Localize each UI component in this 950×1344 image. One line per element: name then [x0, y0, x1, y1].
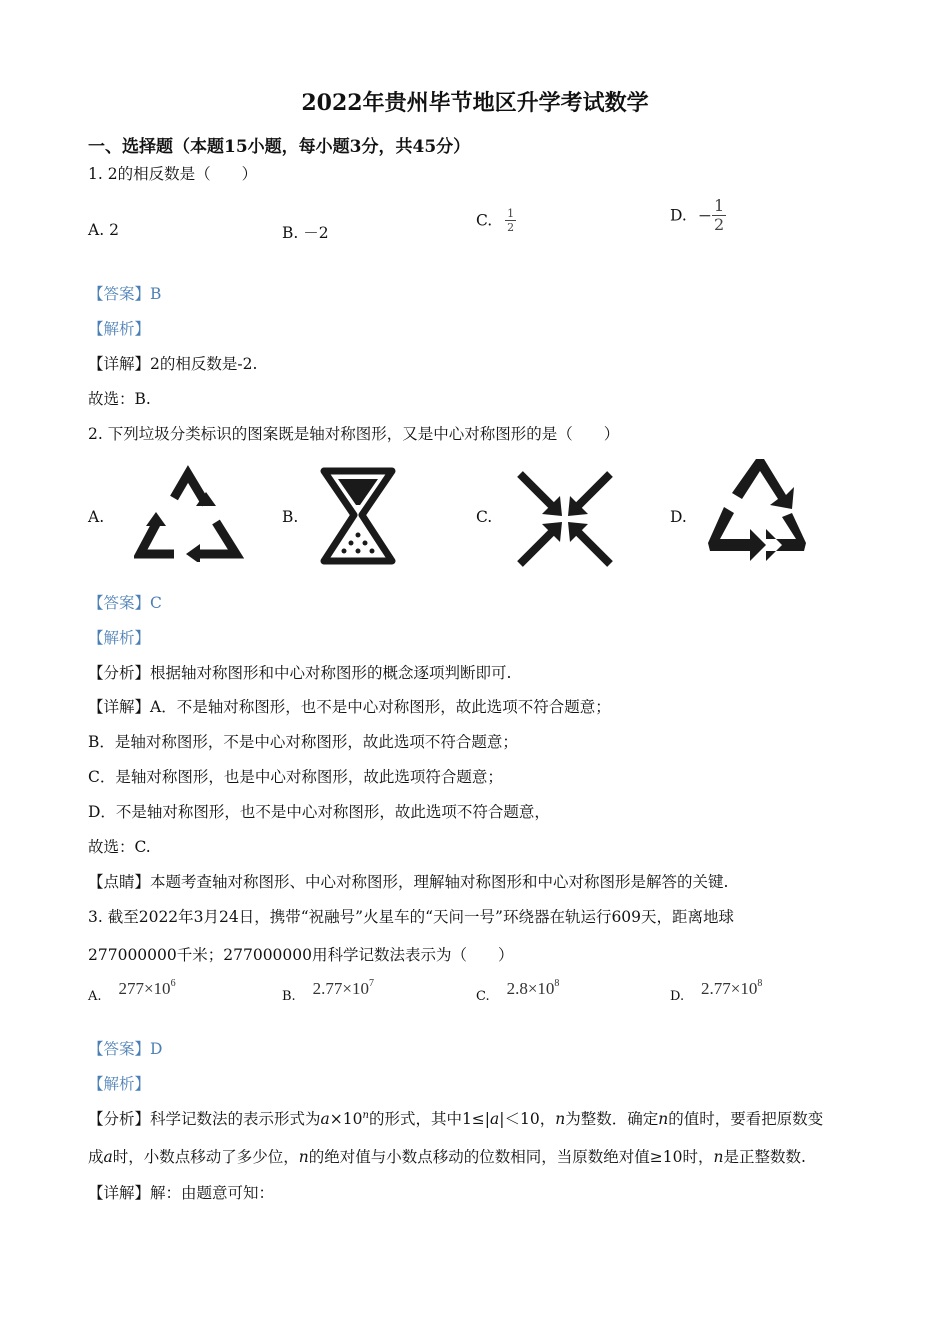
q3-option-c[interactable]: [476, 978, 559, 1004]
q2-option-c-label[interactable]: C.: [476, 508, 493, 526]
q2-comment: 【点睛】本题考查轴对称图形、中心对称图形，理解轴对称图形和中心对称图形是解答的关键.: [88, 873, 729, 891]
q1-option-d-numerator: 1: [714, 196, 725, 215]
q3-option-a-exp: 6: [170, 978, 176, 989]
q3-answer: 【答案】D: [88, 1040, 163, 1058]
q3-option-b-label: B.: [282, 989, 296, 1004]
page-title: 2022年贵州毕节地区升学考试数学: [301, 90, 649, 116]
q1-answer: 【答案】B: [88, 285, 162, 303]
q1-option-d-fraction: [712, 198, 726, 233]
q3-analysis-text: 为整数．确定: [565, 1110, 659, 1128]
q3-analysis-line1: [88, 1107, 823, 1129]
q3-option-c-math: [507, 979, 560, 998]
q3-option-a-base: 277×10: [118, 979, 171, 998]
q3-option-c-exp: 8: [554, 978, 560, 989]
q2-detail-d: D．不是轴对称图形，也不是中心对称图形，故此选项不符合题意，: [88, 803, 550, 821]
q2-option-d-label[interactable]: D.: [670, 508, 687, 526]
q1-option-c-numerator: 1: [507, 207, 515, 220]
q3-analysis-text: |＜10，: [499, 1110, 556, 1128]
q3-stem-line2: 277000000千米；277000000用科学记数法表示为（ ）: [88, 946, 514, 964]
q3-analysis-var-n: n: [713, 1148, 724, 1166]
q3-analysis-text: 的形式，其中1≤|: [368, 1110, 491, 1128]
q3-analysis-text: 的绝对值与小数点移动的位数相同，当原数绝对值≥10时，: [308, 1148, 714, 1166]
q1-option-c-label: C.: [476, 211, 493, 230]
q3-analysis-line2: [88, 1145, 806, 1167]
q3-option-d-label: D.: [670, 989, 685, 1004]
q1-option-d-sign: −: [697, 205, 712, 226]
q1-option-a[interactable]: [88, 221, 119, 239]
q1-choice: 故选：B.: [88, 390, 151, 408]
q3-analysis-var-a: a: [103, 1148, 113, 1166]
q3-analysis-var-n: n: [555, 1110, 566, 1128]
q1-option-a-label: A.: [88, 221, 105, 239]
recycle-triangle-icon: [706, 457, 810, 571]
q3-analysis-exp-n: n: [362, 1109, 369, 1121]
q1-option-d-label: D.: [670, 206, 687, 225]
q3-option-d-math: [701, 979, 762, 998]
q1-option-c-fraction: [505, 208, 516, 233]
section-header: 一、选择题（本题15小题，每小题3分，共45分）: [88, 137, 471, 157]
q3-analysis-text: 的值时，要看把原数变: [668, 1110, 824, 1128]
q2-detail-c: C．是轴对称图形，也是中心对称图形，故此选项符合题意；: [88, 768, 503, 786]
q3-option-b[interactable]: [282, 978, 374, 1004]
inward-arrows-icon: [516, 470, 614, 568]
q2-detail-a: 【详解】A．不是轴对称图形，也不是中心对称图形，故此选项不符合题意；: [88, 698, 611, 716]
q3-option-b-base: 2.77×10: [312, 979, 369, 998]
q3-analysis-var-a: a: [490, 1110, 500, 1128]
q3-stem-line1: 3. 截至2022年3月24日，携带“祝融号”火星车的“天问一号”环绕器在轨运行609天，距离地球: [88, 908, 735, 926]
q1-option-b[interactable]: [282, 221, 329, 243]
q3-analysis-text: 时，小数点移动了多少位，: [112, 1148, 299, 1166]
q3-option-c-label: C.: [476, 989, 490, 1004]
q2-answer: 【答案】C: [88, 594, 162, 612]
q3-analysis-text: 成: [88, 1148, 104, 1166]
q3-option-b-exp: 7: [368, 978, 374, 989]
q3-option-b-math: [313, 979, 374, 998]
q3-option-a[interactable]: [88, 978, 176, 1004]
q1-option-d-denominator: 2: [714, 215, 725, 234]
q3-analysis-var-n: n: [298, 1148, 309, 1166]
q3-analysis-text: 【分析】科学记数法的表示形式为: [88, 1110, 321, 1128]
q3-option-d[interactable]: [670, 978, 762, 1004]
q3-option-d-exp: 8: [757, 978, 763, 989]
q2-option-a-label[interactable]: A.: [88, 508, 105, 526]
q1-option-b-label: B.: [282, 224, 299, 242]
q3-analysis-times10: ×10: [329, 1110, 363, 1128]
q1-option-b-text: －2: [303, 224, 329, 242]
q1-option-c[interactable]: [476, 208, 516, 233]
q3-option-a-label: A.: [88, 989, 102, 1004]
q1-detail: 【详解】2的相反数是-2.: [88, 355, 258, 373]
q2-analysis: 【分析】根据轴对称图形和中心对称图形的概念逐项判断即可.: [88, 664, 512, 682]
q2-choice: 故选：C.: [88, 838, 151, 856]
q2-option-b-label[interactable]: B.: [282, 508, 299, 526]
q1-stem: 1. 2的相反数是（ ）: [88, 165, 258, 183]
q1-analysis-label: 【解析】: [88, 320, 151, 338]
q3-option-a-math: [118, 979, 175, 998]
q1-option-d[interactable]: [670, 198, 726, 233]
hourglass-icon: [318, 465, 398, 567]
q2-detail-b: B．是轴对称图形，不是中心对称图形，故此选项不符合题意；: [88, 733, 518, 751]
q1-option-a-text: 2: [109, 221, 119, 239]
q3-option-d-base: 2.77×10: [701, 979, 758, 998]
q3-analysis-var-n: n: [658, 1110, 669, 1128]
q3-detail: 【详解】解：由题意可知：: [88, 1184, 275, 1202]
triangle-arrows-icon: [134, 462, 244, 562]
q3-analysis-text: 是正整数数.: [723, 1148, 806, 1166]
q2-analysis-label: 【解析】: [88, 629, 151, 647]
q3-analysis-var-a: a: [320, 1110, 330, 1128]
q2-stem: 2. 下列垃圾分类标识的图案既是轴对称图形，又是中心对称图形的是（ ）: [88, 425, 620, 443]
q1-option-c-denominator: 2: [507, 221, 515, 234]
q3-analysis-label: 【解析】: [88, 1075, 151, 1093]
q3-option-c-base: 2.8×10: [506, 979, 555, 998]
